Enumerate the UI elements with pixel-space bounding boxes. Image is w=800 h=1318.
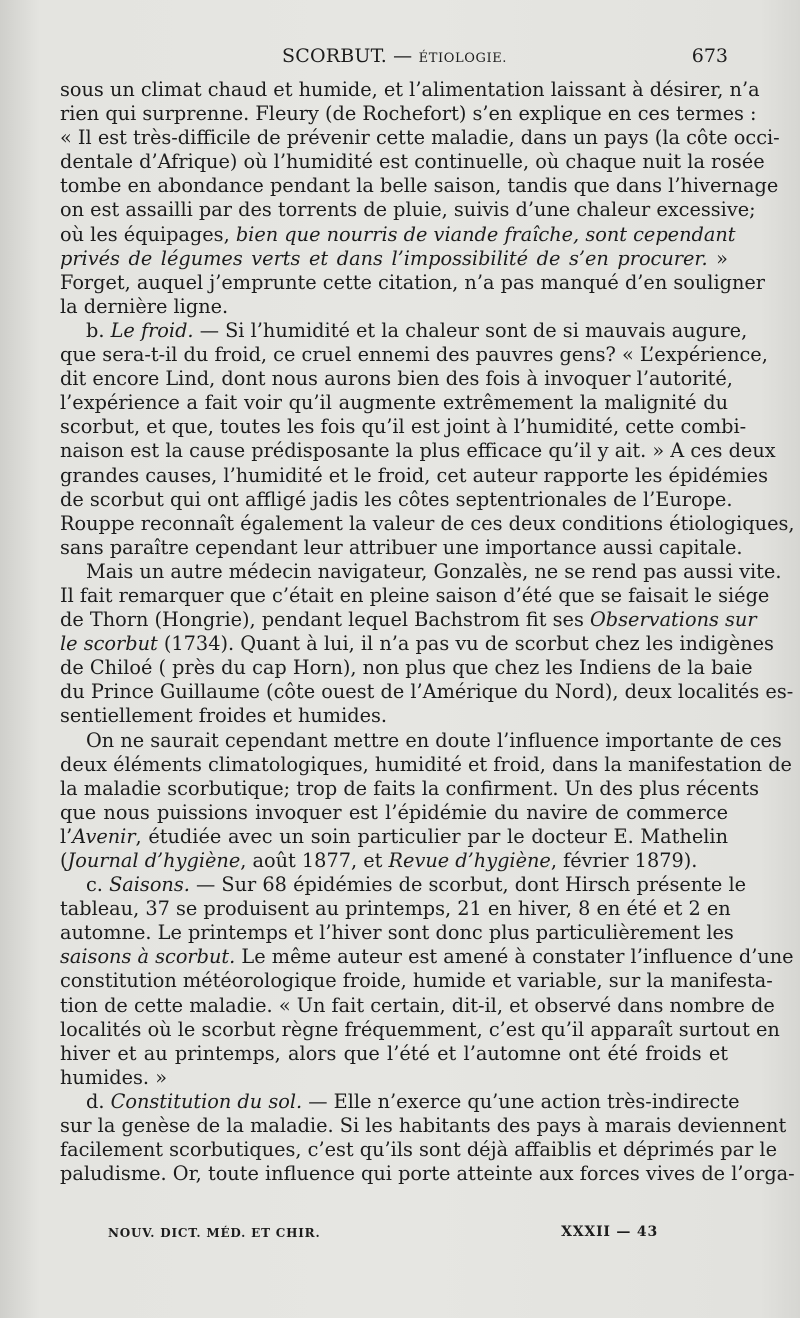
italic-text-run: Saisons. — [109, 873, 190, 897]
text-line — [60, 1042, 728, 1066]
text-line — [60, 873, 747, 897]
italic-text-run: Revue d’hygiène — [388, 849, 551, 872]
text-run: constitution météorologique froide, humide et variable, sur la manifesta- — [60, 969, 773, 993]
text-line — [60, 632, 774, 656]
text-run: — Si l’humidité et la chaleur sont de si mauvais augure, — [193, 318, 748, 342]
italic-text-run: privés de légumes verts et dans l’impossibilité de s’en procurer. — [60, 246, 708, 270]
text-line — [60, 801, 728, 825]
text-line — [60, 511, 795, 536]
text-run: d. — [86, 1089, 111, 1113]
text-run: sans paraître cependant leur attribuer une importance aussi capitale. — [60, 535, 743, 559]
text-run: automne. Le printemps et l’hiver sont donc plus particulièrement les — [60, 921, 734, 945]
italic-text-run: Observations sur — [590, 608, 757, 632]
text-line — [60, 559, 782, 584]
text-run: humides. » — [60, 1065, 167, 1089]
text-line — [60, 921, 734, 945]
page-footer — [108, 1226, 658, 1246]
text-line — [60, 704, 728, 728]
text-line — [60, 583, 770, 608]
text-run: , août 1877, et — [240, 849, 389, 872]
text-run: tion de cette maladie. « Un fait certain, dit-il, et observé dans nombre de — [60, 993, 775, 1017]
text-run: sur la genèse de la maladie. Si les habitants des pays à marais deviennent — [60, 1114, 787, 1138]
text-run: que sera-t-il du froid, ce cruel ennemi des pauvres gens? « L’expérience, — [60, 343, 768, 367]
text-run: l’ — [60, 824, 73, 848]
text-line — [60, 487, 733, 512]
text-run: facilement scorbutiques, c’est qu’ils sont déjà affaiblis et déprimés par le — [60, 1138, 777, 1162]
text-line — [60, 1138, 777, 1162]
text-line — [60, 415, 747, 439]
text-run: de scorbut qui ont affligé jadis les côtes septentrionales de l’Europe. — [60, 487, 733, 511]
italic-text-run: bien que nourris de viande fraîche, sont cependant — [235, 222, 736, 246]
text-line — [60, 945, 794, 969]
text-run: Mais un autre médecin navigateur, Gonzalès, ne se rend pas aussi vite. — [86, 559, 782, 583]
page-number: 673 — [691, 45, 728, 67]
text-run: l’expérience a fait voir qu’il augmente extrêmement la malignité du — [60, 391, 728, 415]
text-run: Rouppe reconnaît également la valeur de ces deux conditions étiologiques, — [60, 511, 795, 535]
text-line — [60, 1089, 740, 1114]
text-run: deux éléments climatologiques, humidité et froid, dans la manifestation de — [60, 752, 792, 776]
text-run: « Il est très-difficile de prévenir cette maladie, dans un pays (la côte occi- — [60, 126, 780, 150]
running-title-main: SCORBUT. — — [282, 45, 413, 67]
text-line — [60, 535, 743, 560]
text-run: que nous puissions invoquer est l’épidémie du navire de commerce — [60, 800, 728, 824]
text-run: tableau, 37 se produisent au printemps, 21 en hiver, 8 en été et 2 en — [60, 897, 731, 921]
text-run: la dernière ligne. — [60, 294, 229, 318]
text-run: où les équipages, — [60, 222, 236, 246]
text-run: c. — [86, 873, 110, 897]
text-line — [60, 102, 757, 126]
text-line — [60, 270, 766, 295]
text-run: On ne saurait cependant mettre en doute l’influence importante de ces — [86, 728, 782, 752]
text-run: — Elle n’exerce qu’une action très-indirecte — [302, 1089, 740, 1113]
text-run: b. — [86, 318, 111, 342]
text-run: on est assailli par des torrents de pluie, suivis d’une chaleur excessive; — [60, 198, 756, 222]
text-line — [60, 1066, 728, 1090]
text-run: naison est la cause prédisposante la plus efficace qu’il y ait. » A ces deux — [60, 439, 776, 463]
text-run: paludisme. Or, toute influence qui porte atteinte aux forces vives de l’orga- — [60, 1162, 795, 1186]
text-line — [60, 78, 760, 102]
text-run: la maladie scorbutique; trop de faits la confirment. Un des plus récents — [60, 776, 760, 800]
text-line — [60, 849, 728, 873]
text-run: rien qui surprenne. Fleury (de Rochefort) s’en explique en ces termes : — [60, 102, 757, 126]
text-line — [60, 222, 736, 247]
text-line — [60, 247, 728, 271]
text-run: » — [707, 246, 728, 270]
text-line — [60, 1162, 795, 1186]
text-line — [60, 825, 728, 849]
italic-text-run: Avenir — [72, 824, 136, 848]
footer-publication: NOUV. DICT. MÉD. ET CHIR. — [108, 1226, 321, 1240]
text-line — [60, 343, 768, 367]
text-line — [60, 367, 733, 391]
text-line — [60, 439, 776, 463]
body-text — [60, 78, 795, 1186]
text-line — [60, 776, 760, 801]
italic-text-run: saisons à scorbut. — [60, 945, 236, 969]
text-line — [60, 656, 753, 680]
text-line — [60, 993, 775, 1018]
text-run: dentale d’Afrique) où l’humidité est continuelle, où chaque nuit la rosée — [60, 150, 765, 174]
text-run: (1734). Quant à lui, il n’a pas vu de scorbut chez les indigènes — [157, 632, 774, 656]
text-run: , étudiée avec un soin particulier par le docteur E. Mathelin — [135, 824, 728, 848]
text-run: sentiellement froides et humides. — [60, 704, 388, 728]
text-line — [60, 174, 779, 198]
text-line — [60, 463, 768, 488]
text-run: — Sur 68 épidémies de scorbut, dont Hirsch présente le — [189, 873, 747, 897]
text-run: grandes causes, l’humidité et le froid, cet auteur rapporte les épidémies — [60, 463, 768, 487]
text-run: de Thorn (Hongrie), pendant lequel Bachstrom fit ses — [60, 608, 590, 632]
text-run: localités où le scorbut règne fréquemment, c’est qu’il apparaît surtout en — [60, 1017, 780, 1041]
text-run: Forget, auquel j’emprunte cette citation, n’a pas manqué d’en souligner — [60, 270, 766, 294]
text-line — [60, 318, 748, 343]
footer-signature: XXXII — 43 — [561, 1224, 658, 1240]
text-line — [60, 295, 728, 319]
text-line — [60, 969, 773, 993]
italic-text-run: Constitution du sol. — [110, 1089, 303, 1113]
text-line — [60, 1017, 780, 1042]
text-line — [60, 391, 728, 415]
text-run: Le même auteur est amené à constater l’influence d’une — [235, 945, 794, 969]
text-line — [60, 1114, 787, 1138]
running-title — [282, 45, 507, 67]
text-line — [60, 728, 782, 753]
text-line — [60, 198, 756, 222]
italic-text-run: Le froid. — [110, 318, 194, 342]
text-run: scorbut, et que, toutes les fois qu’il est joint à l’humidité, cette combi- — [60, 415, 747, 439]
text-line — [60, 608, 757, 632]
italic-text-run: le scorbut — [60, 632, 158, 656]
text-line — [60, 680, 794, 704]
text-line — [60, 752, 792, 777]
text-run: de Chiloé ( près du cap Horn), non plus que chez les Indiens de la baie — [60, 656, 753, 680]
running-header — [60, 45, 728, 75]
italic-text-run: Journal d’hygiène — [67, 849, 241, 872]
text-run: Il fait remarquer que c’était en pleine saison d’été que se faisait le siége — [60, 583, 770, 607]
text-line — [60, 126, 780, 150]
text-run: ( — [60, 849, 68, 872]
text-run: hiver et au printemps, alors que l’été et l’automne ont été froids et — [60, 1041, 728, 1065]
text-run: tombe en abondance pendant la belle saison, tandis que dans l’hivernage — [60, 174, 779, 198]
text-run: dit encore Lind, dont nous aurons bien des fois à invoquer l’autorité, — [60, 367, 733, 391]
text-line — [60, 150, 765, 174]
text-run: du Prince Guillaume (côte ouest de l’Amérique du Nord), deux localités es- — [60, 680, 794, 704]
text-run: sous un climat chaud et humide, et l’alimentation laissant à désirer, n’a — [60, 78, 760, 101]
text-line — [60, 897, 731, 921]
running-title-section: ÉTIOLOGIE. — [418, 51, 508, 66]
text-run: , février 1879). — [550, 849, 698, 872]
